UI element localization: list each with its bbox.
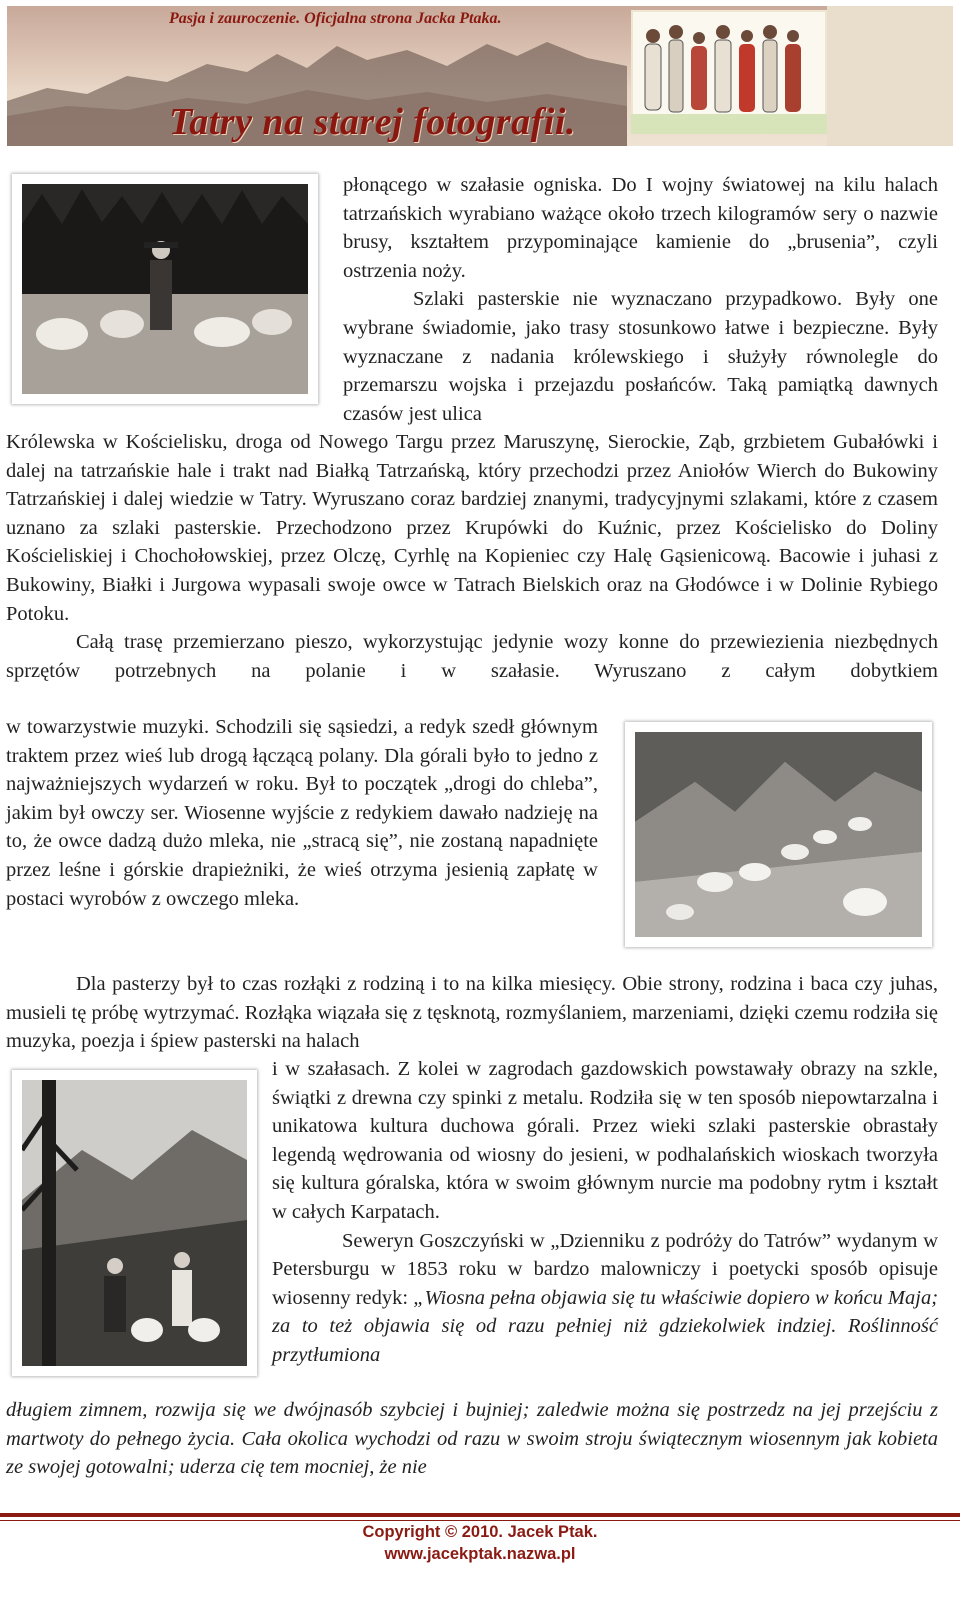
shepherd-with-sheep-photo bbox=[12, 174, 318, 404]
highlanders-group-photo bbox=[631, 10, 827, 134]
text-block-p3 bbox=[6, 713, 598, 913]
paragraph-2b: Królewska w Kościelisku, droga od Nowego Targu przez Maruszynę, Sierockie, Ząb, grzbietem Gubałówki i dalej na tatrzańskie hale i trakt nad Białką Tatrzańską, który przechodzi przez Aniołów Wierch do Bukowiny Tatrzańskiej i dalej wiedzie w Tatry. Wyruszano coraz bardziej znanymi, tradycyjnymi szlakami, które z czasem uznano za szlaki pasterskie. Przechodzono przez Krupówki do Kuźnic, przez Kościelisko do Doliny Kościeliskiej i Chochołowskiej, przez Olczę, Cyrhlę na Kopieniec czy Halę Gąsienicową. Bacowie i juhasi z Bukowiny, Białki i Jurgowa wypasali swoje owce w Tatrach Bielskich oraz na Głodówce i w Dolinie Rybiego Potoku. bbox=[6, 431, 938, 625]
paragraph-3b: w towarzystwie muzyki. Schodzili się sąsiedzi, a redyk szedł głównym traktem przez wieś lub drogą łączącą polany. Dla górali było to jedno z najważniejszych wydarzeń w roku. Był to początek „drogi do chleba”, jakim był owczy ser. Wiosenne wyjście z redykiem dawało nadzieję na to, że owce dadzą dużo mleka, nie „stracą się”, nie zostaną napadnięte przez leśne i górskie drapieżniki, że wieś otrzyma jesienią zapłatę w postaci wyrobów z owczego mleka. bbox=[6, 716, 598, 910]
paragraph-1: płonącego w szałasie ogniska. Do I wojny światowej na kilu halach tatrzańskich wyrabiano ważące około trzech kilogramów sery o nazwie brusy, kształtem przypominające kamienie do „brusenia”, czyli ostrzenia noży. bbox=[343, 174, 938, 282]
header-banner bbox=[7, 6, 953, 146]
paragraph-4a: Dla pasterzy był to czas rozłąki z rodziną i to na kilka miesięcy. Obie strony, rodzina i baca czy juhas, musieli tę próbę wytrzymać. Rozłąka wiązała się z tęsknotą, rozmyślaniem, marzeniami, dzięki czemu rodziła się muzyka, poezja i śpiew pasterski na halach bbox=[6, 973, 938, 1053]
text-block-p5 bbox=[272, 1055, 938, 1370]
text-block-p1 bbox=[343, 171, 938, 428]
text-block-p2 bbox=[6, 428, 938, 685]
text-block-p4 bbox=[6, 970, 938, 1056]
paragraph-5a-text: Seweryn Goszczyński w „Dzienniku z podróży do Tatrów” wydanym w Petersburgu w 1853 roku w bardzo malowniczy i poetycki sposób opisuje wiosenny redyk: bbox=[272, 1229, 938, 1309]
sheep-flock-mountains-photo bbox=[625, 722, 932, 947]
site-tagline: Pasja i zauroczenie. Oficjalna strona Jacka Ptaka. bbox=[169, 10, 502, 27]
paragraph-3a: Całą trasę przemierzano pieszo, wykorzystując jedynie wozy konne do przewiezienia niezbędnych sprzętów potrzebnych na polanie i w szałasie. Wyruszano z całym dobytkiem bbox=[6, 631, 938, 682]
text-block-p6 bbox=[6, 1396, 938, 1482]
footer-rule-thin bbox=[0, 1520, 960, 1521]
two-shepherds-with-dogs-photo bbox=[12, 1070, 257, 1376]
copyright-notice: Copyright © 2010. Jacek Ptak. bbox=[362, 1523, 598, 1541]
page-title: Tatry na starej fotografii. bbox=[169, 101, 576, 143]
paragraph-2a: Szlaki pasterskie nie wyznaczano przypadkowo. Były one wybrane świadomie, jako trasy stosunkowo łatwe i bezpieczne. Były wyznaczane z nadania królewskiego i służyły równolegle do przemarszu wojska i przejazdu posłańców. Taką pamiątką dawnych czasów jest ulica bbox=[343, 288, 938, 425]
footer-rule-thick bbox=[0, 1513, 960, 1517]
footer-website-link[interactable]: www.jacekptak.nazwa.pl bbox=[384, 1545, 576, 1563]
paragraph-4b: i w szałasach. Z kolei w zagrodach gazdowskich powstawały obrazy na szkle, świątki z drewna czy spinki z metalu. Rodziła się w ten sposób niepowtarzalna i unikatowa kultura duchowa górali. Przez wieki szlaki pasterskie obrastały legendą wędrowania od wiosny do jesieni, w podhalańskich wioskach tworzyła się kultura góralska, która w swoim głównym nurcie ma podobny rytm i kształt w całych Karpatach. bbox=[272, 1058, 938, 1223]
goszczynski-quote-continued: długiem zimnem, rozwija się we dwójnasób szybciej i bujniej; zaledwie można się postrzedz na jej przejściu z martwoty do pełnego życia. Cała okolica wychodzi od razu w swoim stroju świątecznym wiosennym jak kobieta ze swojej gotowalni; uderza cię tem mocniej, że nie bbox=[6, 1399, 938, 1479]
goszczynski-quote-start: „Wiosna pełna objawia się tu właściwie dopiero w końcu Maja; za to też objawia się od razu pełniej niż gdziekolwiek indziej. Roślinność przytłumiona bbox=[272, 1286, 939, 1366]
paragraph-5a bbox=[272, 1227, 938, 1370]
